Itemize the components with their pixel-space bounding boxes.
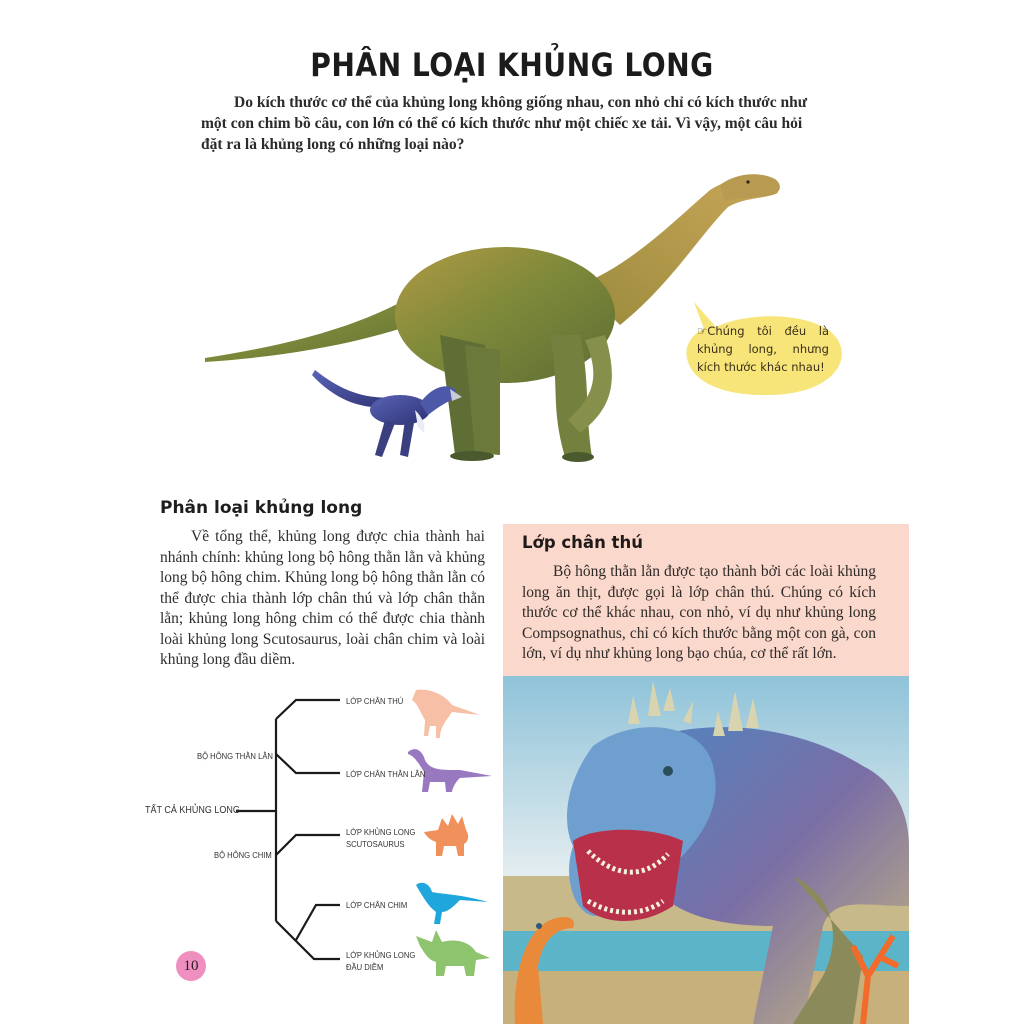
ceratopsian-silhouette <box>416 930 490 976</box>
theropod-text: Bộ hông thằn lằn được tạo thành bởi các loài khủng long ăn thịt, được gọi là lớp chân thú. Chúng có kích thước cơ thể khác nhau, con nhỏ, ví dụ như khủng long Compsognathus, chỉ có kích thước bằng một con gà, con lớn, ví dụ như khủng long bạo chúa, cơ thể rất lớn. <box>522 563 876 662</box>
theropod-body <box>522 562 876 665</box>
tree-leaf-ceratopsia <box>346 949 415 973</box>
page-title: PHÂN LOẠI KHỦNG LONG <box>310 46 714 84</box>
tree-leaf-ceratopsia-line1: LỚP KHỦNG LONG <box>346 950 416 960</box>
ornithopod-silhouette <box>416 883 488 924</box>
tree-leaf-ornithopoda: LỚP CHÂN CHIM <box>346 900 408 910</box>
tree-root-label: TẤT CẢ KHỦNG LONG <box>145 805 240 816</box>
tree-leaf-ceratopsia-line2: ĐẦU DIỀM <box>346 962 384 972</box>
classification-text: Về tổng thể, khủng long được chia thành hai nhánh chính: khủng long bộ hông thằn lằn và khủng long bộ hông chim. Khủng long bộ hông thằn lằn có thể được chia thành lớp chân thú và lớp chân thằn lằn; khủng long hông chim có thể được chia thành loài khủng long Scutosaurus, loài chân chim và loài khủng long đầu diềm. <box>160 528 485 668</box>
tree-leaf-scutosaurus <box>346 826 415 850</box>
tree-lines <box>236 700 340 959</box>
tree-leaf-sauropodomorpha: LỚP CHÂN THẰN LẰN <box>346 769 426 779</box>
intro-text: Do kích thước cơ thể của khủng long không giống nhau, con nhỏ chỉ có kích thước như một con chim bồ câu, con lớn có thể có kích thước như một chiếc xe tải. Vì vậy, một câu hỏi đặt ra là khủng long có những loại nào? <box>201 94 808 153</box>
stegosaur-silhouette <box>424 814 468 856</box>
tree-leaf-scutosaurus-line1: LỚP KHỦNG LONG <box>346 827 416 837</box>
intro-paragraph <box>201 92 826 155</box>
classification-tree <box>140 680 500 980</box>
theropod-heading: Lớp chân thú <box>522 533 643 552</box>
tree-leaf-scutosaurus-line2: SCUTOSAURUS <box>346 839 405 849</box>
small-feathered-theropod-illustration <box>312 370 462 457</box>
tyrannosaurus-illustration <box>503 676 909 1024</box>
tree-branch-ornithischia: BỘ HÔNG CHIM <box>214 850 272 860</box>
page-number: 10 <box>176 951 206 981</box>
theropod-silhouette <box>412 690 480 738</box>
classification-body <box>160 527 485 671</box>
tree-leaf-theropoda: LỚP CHÂN THÚ <box>346 696 404 706</box>
tree-branch-saurischia: BỘ HÔNG THẰN LẰN <box>197 751 273 761</box>
classification-heading: Phân loại khủng long <box>160 498 363 518</box>
speech-bubble-text: ☞Chúng tôi đều là khủng long, nhưng kích thước khác nhau! <box>697 324 829 374</box>
